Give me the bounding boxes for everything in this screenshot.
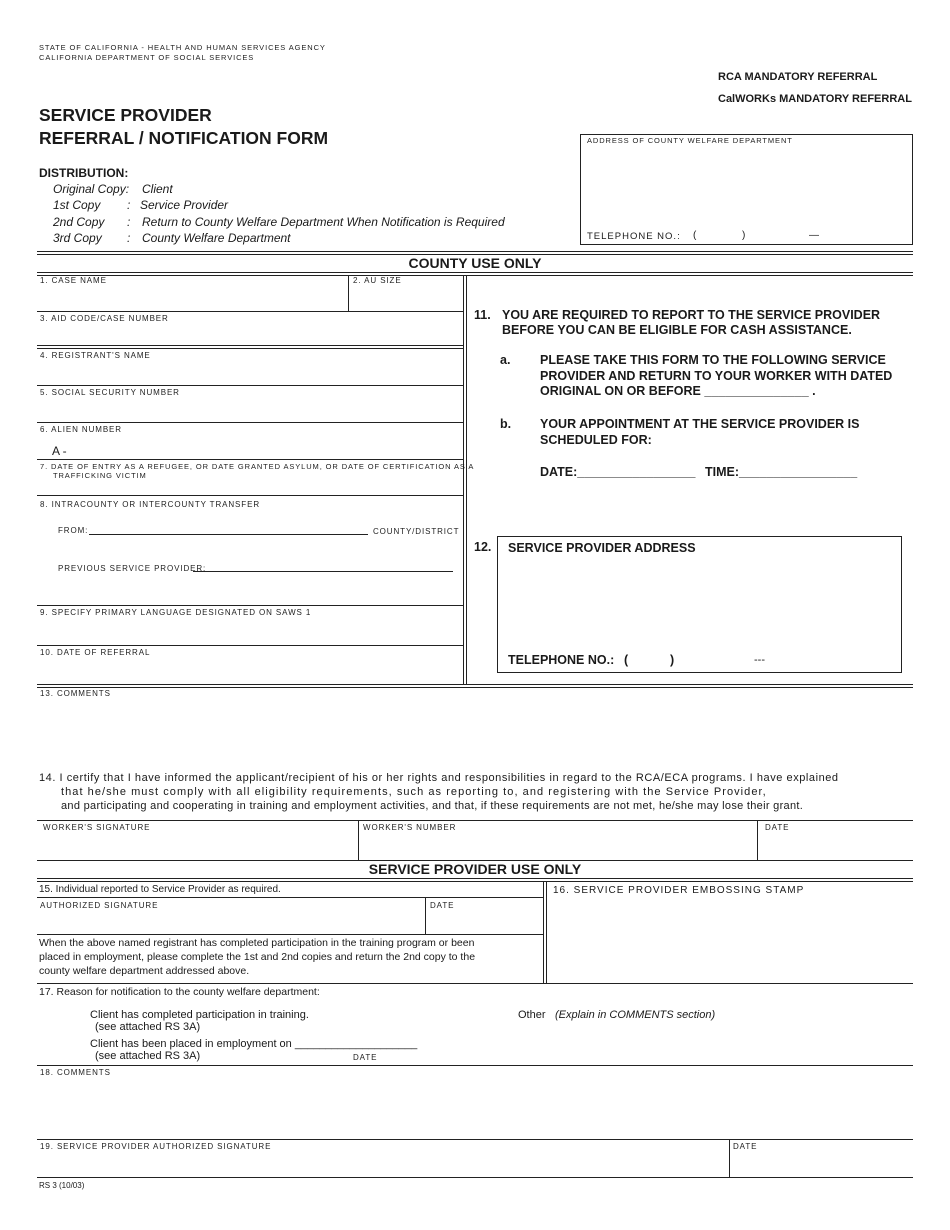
item-11-number: 11. [474,308,491,322]
calworks-referral-label: CalWORKs MANDATORY REFERRAL [718,93,912,105]
authorized-date-label: DATE [430,901,455,910]
from-label: FROM: [58,526,89,535]
appointment-date-field[interactable]: DATE:_________________ [540,465,696,479]
item-11a-line-2: PROVIDER AND RETURN TO YOUR WORKER WITH DATED [540,369,893,383]
county-phone-dash: — [809,230,819,241]
form-title-line-1: SERVICE PROVIDER [39,105,212,125]
county-phone-paren-close: ) [742,230,746,241]
provider-phone-paren-close: ) [670,653,675,667]
rule [37,385,463,386]
form-number: RS 3 (10/03) [39,1181,85,1190]
language-field[interactable] [40,619,460,643]
item-11a-line-3[interactable]: ORIGINAL ON OR BEFORE _______________ . [540,384,816,398]
case-name-field[interactable] [40,287,345,309]
dist-copy-0: Original Copy: [53,182,130,196]
rule [757,820,758,860]
rule [543,881,544,983]
registrant-name-field[interactable] [40,362,460,384]
county-address-label: ADDRESS OF COUNTY WELFARE DEPARTMENT [587,136,793,145]
date-of-referral-field[interactable] [40,659,460,681]
instructions-line-2: placed in employment, please complete the 1st and 2nd copies and return the 2nd copy to the [39,951,476,963]
rule [37,687,913,688]
rule [37,645,463,646]
rule [37,881,913,882]
provider-sig-date-field[interactable] [732,1153,910,1175]
county-district-label: COUNTY/DISTRICT [373,527,460,536]
dist-copy-2: 2nd Copy [53,215,105,229]
reason-other[interactable]: Other [518,1009,546,1021]
reason-employment-line-1[interactable]: Client has been placed in employment on ____________________ [90,1038,418,1050]
alien-number-field[interactable] [75,438,460,458]
instructions-line-3: county welfare department addressed above. [39,965,250,977]
distribution-heading: DISTRIBUTION: [39,166,129,180]
rule [37,275,913,276]
reason-training-line-1[interactable]: Client has completed participation in training. [90,1009,309,1021]
item-12-number: 12. [474,540,492,554]
certify-line-1: 14. I certify that I have informed the applicant/recipient of his or her rights and responsibilities in regard to the RCA/ECA programs. I have explained [39,772,839,784]
rule [37,1065,913,1066]
dist-sep-2: : [127,215,131,229]
rule [37,934,543,935]
previous-provider-line[interactable] [193,571,453,572]
date-of-referral-label: 10. DATE OF REFERRAL [40,648,151,657]
worker-number-field[interactable] [362,834,754,858]
dist-sep-1: : [127,198,131,212]
form-title-line-2: REFERRAL / NOTIFICATION FORM [39,128,329,148]
au-size-label: 2. AU SIZE [353,276,402,285]
aid-code-field[interactable] [40,325,460,345]
case-name-label: 1. CASE NAME [40,276,107,285]
comments-13-label: 13. COMMENTS [40,689,111,698]
item-11a-line-1: PLEASE TAKE THIS FORM TO THE FOLLOWING SERVICE [540,353,886,367]
dist-dest-1: Service Provider [140,198,229,212]
certify-line-2: that he/she must comply with all eligibility requirements, such as reporting to, and registering with the Service Provider, [61,786,767,798]
provider-telephone-label: TELEPHONE NO.: [508,653,615,667]
reason-training-line-2: (see attached RS 3A) [95,1021,201,1033]
reason-other-note: (Explain in COMMENTS section) [555,1009,716,1021]
rule [37,272,913,273]
worker-date-label: DATE [765,823,790,832]
reason-employment-date-label: DATE [353,1053,378,1062]
rule [37,983,913,984]
dist-copy-1: 1st Copy [53,198,101,212]
authorized-signature-field[interactable] [40,912,423,932]
item-11a-label: a. [500,353,511,367]
worker-signature-field[interactable] [40,834,355,858]
rule [37,251,913,252]
rule [37,605,463,606]
rule [37,459,463,460]
service-provider-address-label: SERVICE PROVIDER ADDRESS [508,541,696,555]
alien-number-label: 6. ALIEN NUMBER [40,425,122,434]
item-11b-label: b. [500,417,512,431]
embossing-stamp-area[interactable] [550,898,910,981]
rule [37,348,463,349]
county-use-heading: COUNTY USE ONLY [408,255,542,271]
provider-use-heading: SERVICE PROVIDER USE ONLY [368,861,582,877]
service-provider-address-box[interactable] [497,536,902,673]
agency-line-2: CALIFORNIA DEPARTMENT OF SOCIAL SERVICES [39,53,255,62]
rule [358,820,359,860]
county-phone-paren-open: ( [693,230,697,241]
date-of-entry-label-1: 7. DATE OF ENTRY AS A REFUGEE, OR DATE GRANTED ASYLUM, OR DATE OF CERTIFICATION AS A [40,462,475,471]
agency-line-1: STATE OF CALIFORNIA - HEALTH AND HUMAN SERVICES AGENCY [39,43,326,52]
worker-number-label: WORKER'S NUMBER [363,823,457,832]
item-11-line-1: YOU ARE REQUIRED TO REPORT TO THE SERVICE PROVIDER [502,308,881,322]
reason-employment-line-2: (see attached RS 3A) [95,1050,201,1062]
worker-signature-label: WORKER'S SIGNATURE [43,823,151,832]
comments-18-field[interactable] [40,1079,910,1137]
rule [425,897,426,934]
ssn-field[interactable] [40,399,460,421]
rule [463,275,464,684]
dist-dest-3: County Welfare Department [142,231,291,245]
rule [348,275,349,311]
county-telephone-label: TELEPHONE NO.: [587,231,681,242]
rule [546,881,547,983]
au-size-field[interactable] [352,287,460,309]
comments-18-label: 18. COMMENTS [40,1068,111,1077]
item-11-line-2: BEFORE YOU CAN BE ELIGIBLE FOR CASH ASSISTANCE. [502,323,852,337]
provider-signature-label: 19. SERVICE PROVIDER AUTHORIZED SIGNATURE [40,1142,272,1151]
date-of-entry-field[interactable] [40,481,460,495]
item-15-text: 15. Individual reported to Service Provider as required. [39,884,281,895]
authorized-date-field[interactable] [428,912,540,932]
provider-phone-dash: --- [754,654,765,666]
rule [37,345,463,346]
aid-code-label: 3. AID CODE/CASE NUMBER [40,314,169,323]
date-of-entry-label-2: TRAFFICKING VICTIM [53,471,147,480]
rule [37,684,913,685]
comments-13-field[interactable] [40,700,910,766]
transfer-label: 8. INTRACOUNTY OR INTERCOUNTY TRANSFER [40,500,260,509]
item-17-text: 17. Reason for notification to the county welfare department: [39,986,320,998]
rca-referral-label: RCA MANDATORY REFERRAL [718,71,878,83]
rule [37,1177,913,1178]
dist-sep-3: : [127,231,131,245]
worker-date-field[interactable] [762,834,910,858]
alien-prefix: A - [52,444,67,458]
rule [37,820,913,821]
embossing-stamp-label: 16. SERVICE PROVIDER EMBOSSING STAMP [553,885,805,896]
appointment-time-field[interactable]: TIME:_________________ [705,465,858,479]
rule [37,311,463,312]
rule [729,1139,730,1177]
from-line[interactable] [89,534,368,535]
language-label: 9. SPECIFY PRIMARY LANGUAGE DESIGNATED ON SAWS 1 [40,608,312,617]
rule [37,878,913,879]
provider-signature-field[interactable] [40,1153,726,1175]
rule [466,275,467,684]
certify-line-3: and participating and cooperating in training and employment activities, and that, if these requirements are not met, he/she may lose their grant. [61,800,804,812]
county-address-box[interactable] [580,134,913,245]
rule [37,1139,913,1140]
instructions-line-1: When the above named registrant has completed participation in the training program or been [39,937,475,949]
provider-phone-paren-open: ( [624,653,629,667]
dist-dest-0: Client [142,182,173,196]
ssn-label: 5. SOCIAL SECURITY NUMBER [40,388,180,397]
rule [37,897,543,898]
dist-copy-3: 3rd Copy [53,231,102,245]
provider-sig-date-label: DATE [733,1142,758,1151]
previous-provider-label: PREVIOUS SERVICE PROVIDER: [58,564,207,573]
item-11b-line-2: SCHEDULED FOR: [540,433,652,447]
dist-dest-2: Return to County Welfare Department When Notification is Required [142,215,505,229]
item-11b-line-1: YOUR APPOINTMENT AT THE SERVICE PROVIDER IS [540,417,860,431]
rule [37,422,463,423]
registrant-name-label: 4. REGISTRANT'S NAME [40,351,151,360]
authorized-signature-label: AUTHORIZED SIGNATURE [40,901,159,910]
rule [37,495,463,496]
